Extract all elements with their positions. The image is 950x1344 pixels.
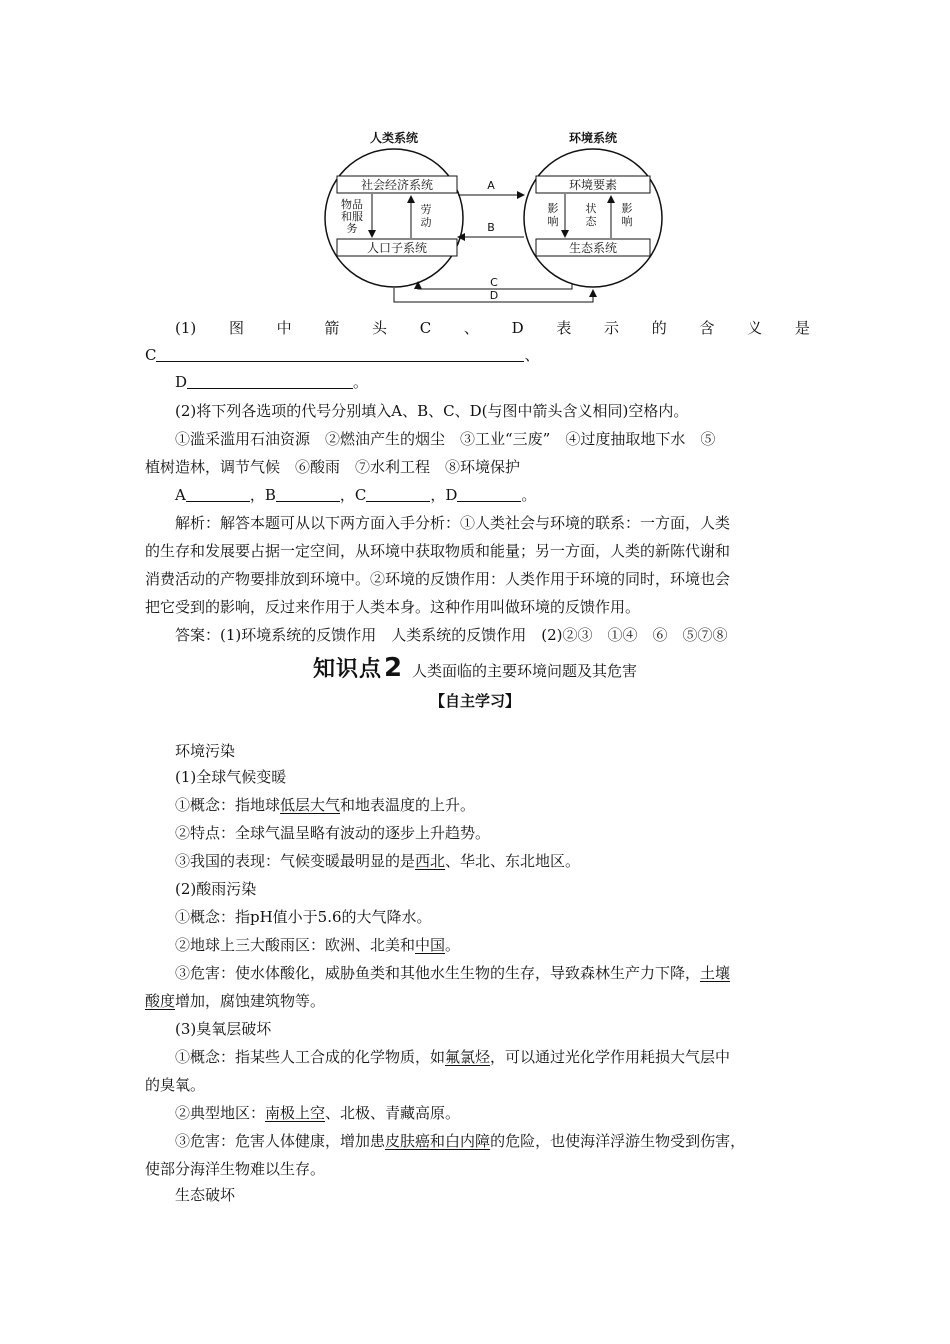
env-system-title: 环境系统 <box>568 131 618 145</box>
blank-d[interactable] <box>187 374 353 389</box>
q2-fill-line: A ，B ，C ，D 。 <box>175 486 537 504</box>
influence-right-1: 影 <box>621 202 633 215</box>
state-1: 状 <box>585 202 597 215</box>
eco-damage-heading: 生态破坏 <box>175 1186 236 1204</box>
blank-d2[interactable] <box>457 487 521 502</box>
q1-blank-c-line: C 、 <box>145 346 540 364</box>
blank-b[interactable] <box>276 487 340 502</box>
ar-concept: ①概念：指pH值小于5.6的大气降水。 <box>175 908 432 926</box>
blank-a[interactable] <box>186 487 250 502</box>
oz-regions: ②典型地区：南极上空、北极、青藏高原。 <box>175 1104 461 1122</box>
q1-char: 箭 <box>324 319 340 337</box>
q1-d-label: D <box>175 373 188 391</box>
q1-char: 示 <box>604 319 620 337</box>
gw-feature: ②特点：全球气温呈略有波动的逐步上升趋势。 <box>175 824 491 842</box>
oz-concept-line-1: ①概念：指某些人工合成的化学物质，如氟氯烃，可以通过光化学作用耗损大气层中 <box>175 1048 731 1066</box>
gw-china: ③我国的表现：气候变暖最明显的是西北、华北、东北地区。 <box>175 852 581 870</box>
q1-char: C <box>419 319 432 337</box>
ozone-title: (3)臭氧层破坏 <box>175 1020 272 1038</box>
q1-char: 义 <box>747 319 763 337</box>
q1-line <box>175 318 810 338</box>
analysis-line-3: 消费活动的产物要排放到环境中。②环境的反馈作用：人类作用于环境的同时，环境也会 <box>145 570 731 588</box>
influence-left-1: 影 <box>547 202 559 215</box>
q1-blank-d-line: D 。 <box>175 373 369 391</box>
q2-options-line-1: ①滥采滥用石油资源 ②燃油产生的烟尘 ③工业“三废” ④过度抽取地下水 ⑤ <box>175 430 716 448</box>
gw-concept: ①概念：指地球低层大气和地表温度的上升。 <box>175 796 476 814</box>
state-2: 态 <box>585 215 597 228</box>
kp-number: 2 <box>383 653 403 683</box>
q2-instruction: (2)将下列各选项的代号分别填入A、B、C、D(与图中箭头含义相同)空格内。 <box>175 402 689 420</box>
kp-title: 知识点 <box>312 657 382 682</box>
goods-services-label-2: 和服 <box>341 210 363 223</box>
q2-options-line-2: 植树造林，调节气候 ⑥酸雨 ⑦水利工程 ⑧环境保护 <box>145 458 521 476</box>
answer-line: 答案：(1)环境系统的反馈作用 人类系统的反馈作用 (2)②③ ①④ ⑥ ⑤⑦⑧ <box>175 626 728 644</box>
arrow-c-label: C <box>490 276 498 289</box>
arrow-d-label: D <box>489 289 499 302</box>
social-economic-label: 社会经济系统 <box>360 178 434 192</box>
blank-c2[interactable] <box>366 487 430 502</box>
global-warming-title: (1)全球气候变暖 <box>175 768 287 786</box>
oz-concept-line-2: 的臭氧。 <box>145 1076 206 1094</box>
goods-services-label-1: 物品 <box>341 198 363 211</box>
goods-services-label-3: 务 <box>346 222 358 235</box>
analysis-line-4: 把它受到的影响，反过来作用于人类本身。这种作用叫做环境的反馈作用。 <box>145 598 641 616</box>
oz-harm-line-2: 使部分海洋生物难以生存。 <box>145 1160 326 1178</box>
kp-subtitle: 人类面临的主要环境问题及其危害 <box>412 662 638 680</box>
self-study-label: 【自主学习】 <box>429 692 520 710</box>
q1-char: 表 <box>556 319 572 337</box>
ar-harm-line-2: 酸度增加，腐蚀建筑物等。 <box>145 992 326 1010</box>
acid-rain-title: (2)酸雨污染 <box>175 880 257 898</box>
analysis-line-1: 解析：解答本题可从以下两方面入手分析：①人类社会与环境的联系：一方面，人类 <box>175 514 731 532</box>
influence-left-2: 响 <box>547 215 559 228</box>
analysis-line-2: 的生存和发展要占据一定空间，从环境中获取物质和能量；另一方面，人类的新陈代谢和 <box>145 542 731 560</box>
labor-label-2: 动 <box>420 216 432 229</box>
q1-char: 头 <box>372 319 388 337</box>
system-diagram <box>0 0 950 310</box>
env-pollution-heading: 环境污染 <box>175 742 236 760</box>
q1-char: D <box>511 319 524 337</box>
q1-char: 、 <box>463 319 479 337</box>
q1-char: 图 <box>228 319 244 337</box>
ar-harm-line-1: ③危害：使水体酸化，威胁鱼类和其他水生生物的生存，导致森林生产力下降，土壤 <box>175 964 731 982</box>
population-label: 人口子系统 <box>366 241 428 255</box>
q1-char: 含 <box>699 319 715 337</box>
ar-regions: ②地球上三大酸雨区：欧洲、北美和中国。 <box>175 936 461 954</box>
blank-c[interactable] <box>156 347 524 362</box>
arrow-a-label: A <box>487 179 495 192</box>
env-factors-label: 环境要素 <box>568 178 618 192</box>
influence-right-2: 响 <box>621 215 633 228</box>
labor-label-1: 劳 <box>420 203 432 216</box>
eco-system-label: 生态系统 <box>568 241 618 255</box>
oz-harm-line-1: ③危害：危害人体健康，增加患皮肤癌和白内障的危险，也使海洋浮游生物受到伤害， <box>175 1132 746 1150</box>
q1-char: 的 <box>651 319 667 337</box>
arrow-b-label: B <box>487 221 495 234</box>
q1-char: 是 <box>794 319 810 337</box>
human-system-title: 人类系统 <box>369 131 419 145</box>
q1-c-label: C <box>145 346 157 364</box>
knowledge-point-heading <box>0 652 950 683</box>
q1-char: (1) <box>175 319 197 337</box>
q1-char: 中 <box>276 319 292 337</box>
